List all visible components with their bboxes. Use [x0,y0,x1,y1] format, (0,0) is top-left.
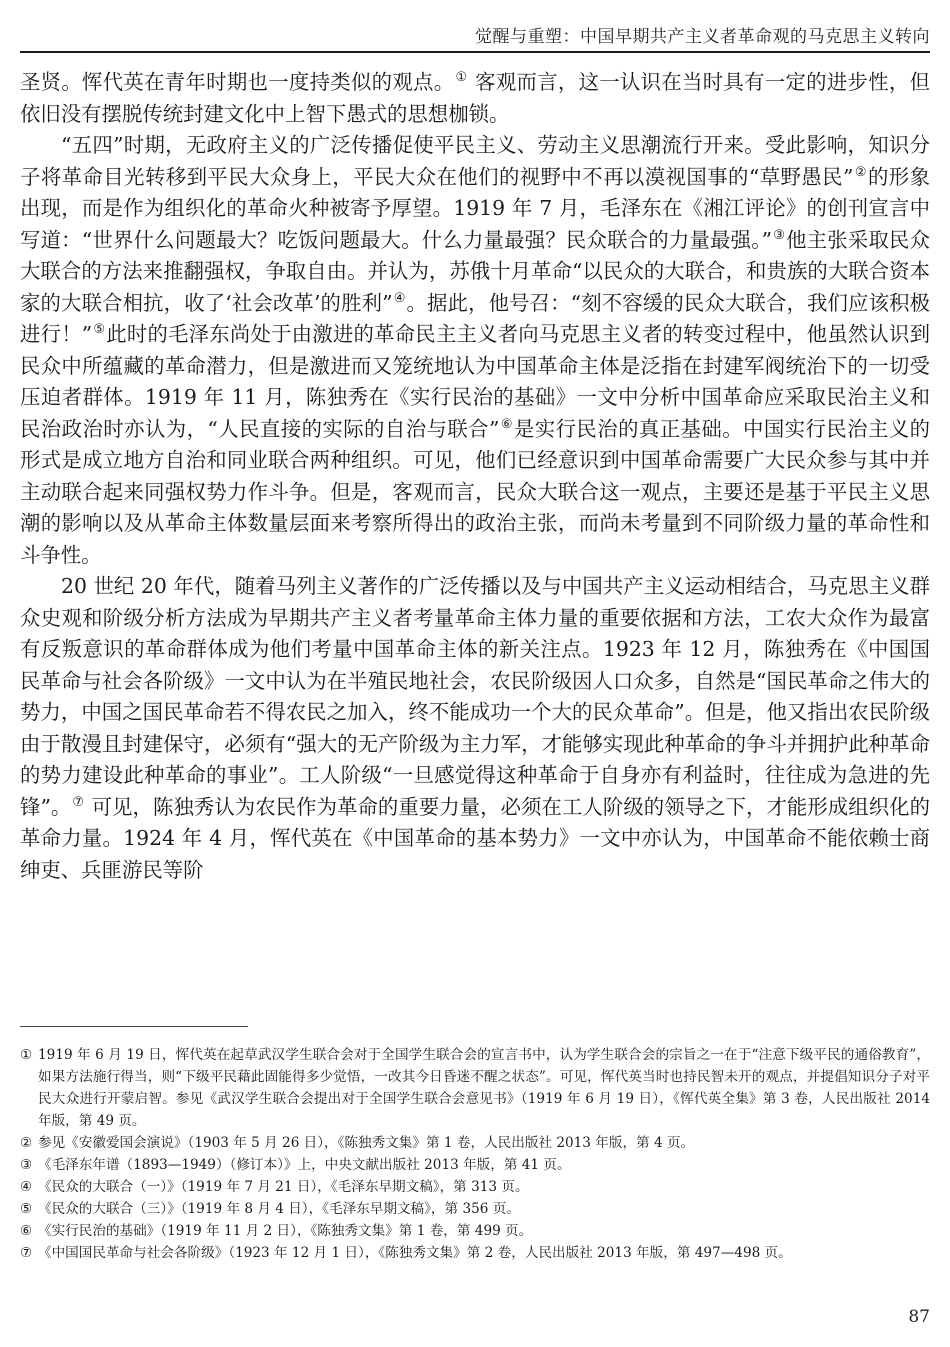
body-text [20,67,930,886]
paragraph-2-text: 此时的毛泽东尚处于由激进的革命民主主义者向马克思主义者的转变过程中，他虽然认识到民众中所蕴藏的革命潜力，但是激进而又笼统地认为中国革命主体是泛指在封建军阀统治下的一切受压迫者群体。1919 年 11 月，陈独秀在《实行民治的基础》一文中分析中国革命应采取民治主义和民治政治时亦认为，“人民直接的实际的自治与联合” [20,322,930,441]
footnote-item [20,1044,930,1132]
footnote-ref-7[interactable]: ⑦ [72,794,85,810]
footnote-ref-6[interactable]: ⑥ [500,416,513,432]
paragraph-2-text: 他主张采取民众大联合的方法来推翻强权，争取自由。并认为，苏俄十月革命“以民众的大联合，和贵族的大联合资本家的大联合相抗，收了‘社会改革’的胜利” [20,227,931,315]
paragraph-1-text: 客观而言，这一认识在当时具有一定的进步性，但依旧没有摆脱传统封建文化中上智下愚式的思想枷锁。 [20,70,930,126]
paragraph-3-text: 可见，陈独秀认为农民作为革命的重要力量，必须在工人阶级的领导之下，才能形成组织化的革命力量。1924 年 4 月，恽代英在《中国革命的基本势力》一文中亦认为，中国革命不能依赖士商绅吏、兵匪游民等阶 [20,794,930,882]
footnote-item [20,1154,930,1176]
footnote-mark: ⑦ [20,1245,33,1261]
footnote-text: 《实行民治的基础》（1919 年 11 月 2 日），《陈独秀文集》第 1 卷，第 499 页。 [38,1223,533,1239]
footnote-item [20,1176,930,1198]
footnote-mark: ① [20,1047,33,1063]
footnote-text: 《中国国民革命与社会各阶级》（1923 年 12 月 1 日），《陈独秀文集》第 2 卷，人民出版社 2013 年版，第 497—498 页。 [38,1245,792,1261]
paragraph-2-text: 。据此，他号召：“刻不容缓的民众大联合，我们应该积极进行！” [20,290,931,346]
footnote-mark: ⑤ [20,1201,33,1217]
footnote-text: 参见《安徽爱国会演说》（1903 年 5 月 26 日），《陈独秀文集》第 1 卷，人民出版社 2013 年版，第 4 页。 [38,1135,695,1151]
paragraph-1-text: 圣贤。恽代英在青年时期也一度持类似的观点。 [20,70,455,94]
paragraph-2-text: “五四”时期，无政府主义的广泛传播促使平民主义、劳动主义思潮流行开来。受此影响，知识分子将革命目光转移到平民大众身上，平民大众在他们的视野中不再以漠视国事的“草野愚民” [20,133,930,189]
footnote-text: 1919 年 6 月 19 日，恽代英在起草武汉学生联合会对于全国学生联合会的宣言书中，认为学生联合会的宗旨之一在于“注意下级平民的通俗教育”，如果方法施行得当，则“下级平民藉此固能得多少觉悟，一改其今日昏迷不醒之状态”。可见，恽代英当时也持民智未开的观点，并提倡知识分子对平民大众进行开蒙启智。参见《武汉学生联合会提出对于全国学生联合会意见书》（1919 年 6 月 19 日），《恽代英全集》第 3 卷，人民出版社 2014 年版，第 49 页。 [38,1047,930,1129]
footnote-rule [20,1026,248,1027]
footnote-text: 《毛泽东年谱（1893—1949）（修订本）》上，中央文献出版社 2013 年版，第 41 页。 [38,1157,571,1173]
footnote-ref-2[interactable]: ② [854,164,867,180]
footnote-item [20,1198,930,1220]
paragraph-3 [20,571,930,886]
footnote-item [20,1132,930,1154]
footnote-ref-4[interactable]: ④ [393,290,406,306]
footnote-mark: ④ [20,1179,33,1195]
paragraph-2-text: 是实行民治的真正基础。中国实行民治主义的形式是成立地方自治和同业联合两种组织。可见，他们已经意识到中国革命需要广大民众参与其中并主动联合起来同强权势力作斗争。但是，客观而言，民众大联合这一观点，主要还是基于平民主义思潮的影响以及从革命主体数量层面来考察所得出的政治主张，而尚未考量到不同阶级力量的革命性和斗争性。 [20,416,931,567]
footnote-ref-5[interactable]: ⑤ [93,322,106,338]
footnote-item [20,1220,930,1242]
footnote-item [20,1242,930,1264]
footnote-ref-3[interactable]: ③ [773,227,786,243]
page-number: 87 [908,1307,930,1327]
running-header: 觉醒与重塑：中国早期共产主义者革命观的马克思主义转向 [475,27,930,47]
footnote-mark: ⑥ [20,1223,33,1239]
footnote-text: 《民众的大联合（三）》（1919 年 8 月 4 日），《毛泽东早期文稿》，第 356 页。 [38,1201,520,1217]
paragraph-2 [20,130,930,571]
paragraph-2-text: 的形象出现，而是作为组织化的革命火种被寄予厚望。1919 年 7 月，毛泽东在《湘江评论》的创刊宣言中写道：“世界什么问题最大？吃饭问题最大。什么力量最强？民众联合的力量最强。” [20,164,931,252]
footnote-text: 《民众的大联合（一）》（1919 年 7 月 21 日），《毛泽东早期文稿》，第 313 页。 [38,1179,529,1195]
footnote-ref-1[interactable]: ① [455,70,468,86]
paragraph-3-text: 20 世纪 20 年代，随着马列主义著作的广泛传播以及与中国共产主义运动相结合，马克思主义群众史观和阶级分析方法成为早期共产主义者考量革命主体力量的重要依据和方法，工农大众作为最富有反叛意识的革命群体成为他们考量中国革命主体的新关注点。1923 年 12 月，陈独秀在《中国国民革命与社会各阶级》一文中认为在半殖民地社会，农民阶级因人口众多，自然是“国民革命之伟大的势力，中国之国民革命若不得农民之加入，终不能成功一个大的民众革命”。但是，他又指出农民阶级由于散漫且封建保守，必须有“强大的无产阶级为主力军，才能够实现此种革命的争斗并拥护此种革命的势力建设此种革命的事业”。工人阶级“一旦感觉得这种革命于自身亦有利益时，往往成为急进的先锋”。 [20,574,930,819]
footnote-mark: ② [20,1135,33,1151]
footnotes [20,1044,930,1264]
paragraph-1 [20,67,930,130]
footnote-mark: ③ [20,1157,33,1173]
header-rule [20,51,930,53]
